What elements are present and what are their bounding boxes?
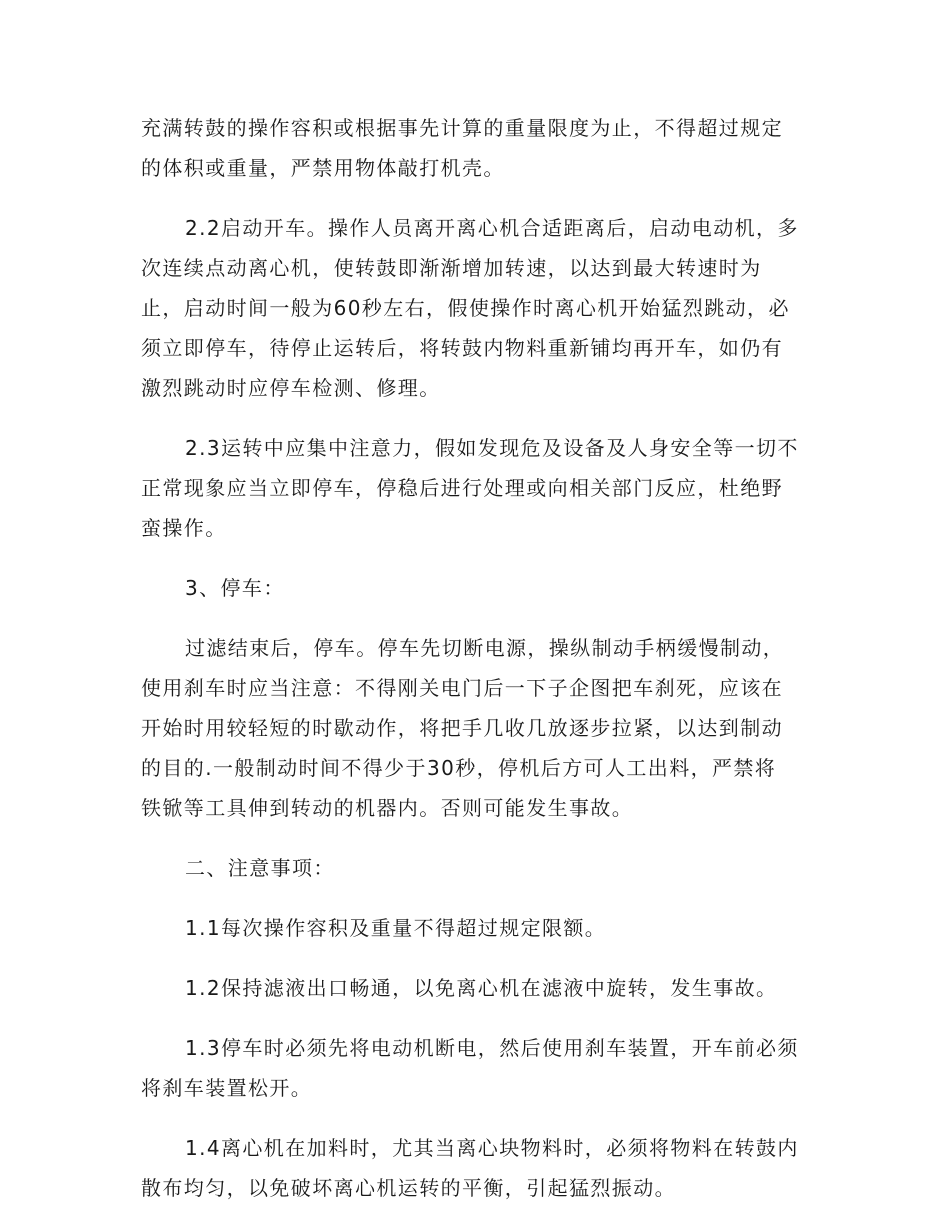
- text-line: 正常现象应当立即停车，停稳后进行处理或向相关部门反应，杜绝野: [141, 476, 783, 500]
- paragraph-1-4: [141, 1128, 813, 1208]
- text-line: 将刹车装置松开。: [141, 1076, 313, 1100]
- text-line: 的目的.一般制动时间不得少于30秒，停机后方可人工出料，严禁将: [141, 756, 777, 780]
- section-heading-stop: [141, 568, 813, 608]
- paragraph-2-2: [141, 208, 813, 408]
- text-line: 二、注意事项：: [185, 856, 335, 880]
- paragraph-1-1: [141, 908, 813, 948]
- text-line: 充满转鼓的操作容积或根据事先计算的重量限度为止，不得超过规定: [141, 116, 783, 140]
- text-line: 须立即停车，待停止运转后，将转鼓内物料重新铺均再开车，如仍有: [141, 336, 783, 360]
- text-line: 止，启动时间一般为60秒左右，假使操作时离心机开始猛烈跳动，必: [141, 296, 790, 320]
- text-line: 的体积或重量，严禁用物体敲打机壳。: [141, 156, 505, 180]
- text-line: 2.3运转中应集中注意力，假如发现危及设备及人身安全等一切不: [185, 436, 799, 460]
- text-line: 1.2保持滤液出口畅通，以免离心机在滤液中旋转，发生事故。: [185, 976, 778, 1000]
- section-heading-notes: [141, 848, 813, 888]
- text-line: 1.1每次操作容积及重量不得超过规定限额。: [185, 916, 607, 940]
- text-line: 铁锨等工具伸到转动的机器内。否则可能发生事故。: [141, 796, 634, 820]
- document-body: [141, 108, 813, 1228]
- text-line: 散布均匀，以免破坏离心机运转的平衡，引起猛烈振动。: [141, 1176, 676, 1200]
- text-line: 过滤结束后，停车。停车先切断电源，操纵制动手柄缓慢制动，: [185, 636, 785, 660]
- text-line: 2.2启动开车。操作人员离开离心机合适距离后，启动电动机，多: [185, 216, 799, 240]
- text-line: 开始时用较轻短的时歇动作，将把手几收几放逐步拉紧，以达到制动: [141, 716, 783, 740]
- paragraph-stop: [141, 628, 813, 828]
- paragraph-1-2: [141, 968, 813, 1008]
- text-line: 3、停车：: [185, 576, 285, 600]
- text-line: 1.3停车时必须先将电动机断电，然后使用刹车装置，开车前必须: [185, 1036, 799, 1060]
- text-line: 1.4离心机在加料时，尤其当离心块物料时，必须将物料在转鼓内: [185, 1136, 799, 1160]
- paragraph-2-3: [141, 428, 813, 548]
- paragraph-continuation: [141, 108, 813, 188]
- text-line: 使用刹车时应当注意：不得刚关电门后一下子企图把车刹死，应该在: [141, 676, 783, 700]
- text-line: 激烈跳动时应停车检测、修理。: [141, 376, 441, 400]
- text-line: 次连续点动离心机，使转鼓即渐渐增加转速，以达到最大转速时为: [141, 256, 762, 280]
- text-line: 蛮操作。: [141, 516, 227, 540]
- paragraph-1-3: [141, 1028, 813, 1108]
